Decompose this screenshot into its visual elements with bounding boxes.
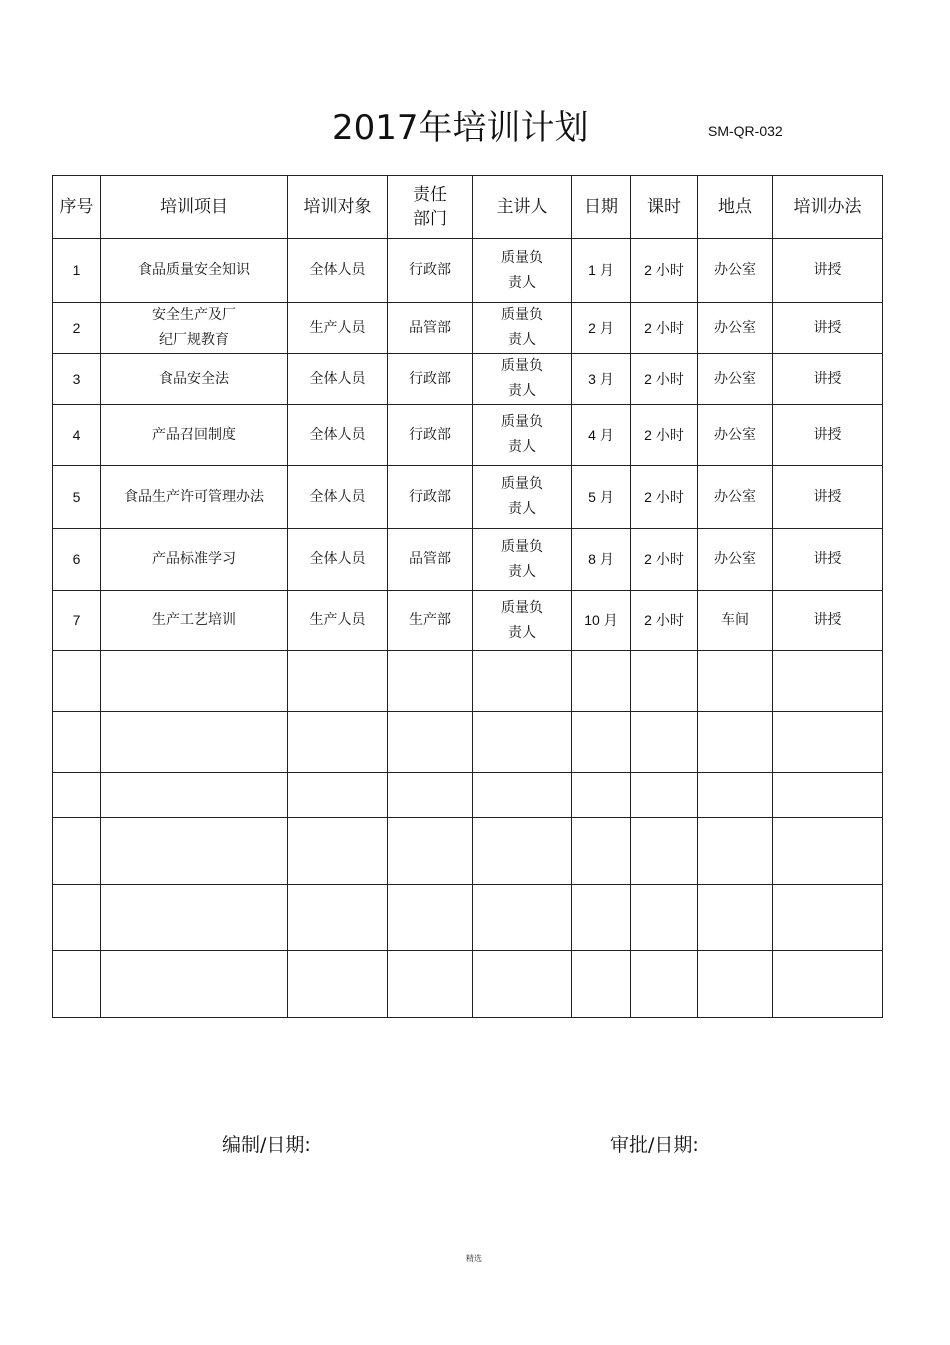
empty-cell bbox=[631, 651, 698, 712]
row-hours: 2 小时 bbox=[631, 405, 698, 466]
row-index: 7 bbox=[53, 591, 101, 651]
empty-cell bbox=[53, 951, 101, 1018]
empty-cell bbox=[101, 651, 288, 712]
table-row bbox=[53, 591, 883, 651]
row-location: 办公室 bbox=[698, 354, 773, 405]
table-row bbox=[53, 239, 883, 303]
page-mark: 精选 bbox=[466, 1254, 482, 1263]
empty-cell bbox=[288, 885, 388, 951]
table-row bbox=[53, 529, 883, 591]
empty-cell bbox=[631, 773, 698, 818]
table-row bbox=[53, 303, 883, 354]
row-location: 办公室 bbox=[698, 239, 773, 303]
empty-cell bbox=[288, 951, 388, 1018]
empty-cell bbox=[572, 773, 631, 818]
approved-by-date-label: 审批/日期: bbox=[610, 1134, 699, 1156]
empty-cell bbox=[773, 773, 883, 818]
empty-cell bbox=[288, 773, 388, 818]
row-audience: 全体人员 bbox=[288, 354, 388, 405]
header-training-item: 培训项目 bbox=[101, 176, 288, 239]
row-speaker: 质量负责人 bbox=[473, 239, 572, 303]
empty-cell bbox=[101, 885, 288, 951]
row-training-item: 生产工艺培训 bbox=[101, 591, 288, 651]
row-location: 办公室 bbox=[698, 529, 773, 591]
row-audience: 生产人员 bbox=[288, 591, 388, 651]
row-index: 3 bbox=[53, 354, 101, 405]
row-location: 办公室 bbox=[698, 405, 773, 466]
row-method: 讲授 bbox=[773, 354, 883, 405]
empty-cell bbox=[473, 818, 572, 885]
header-location: 地点 bbox=[698, 176, 773, 239]
empty-cell bbox=[572, 818, 631, 885]
row-method: 讲授 bbox=[773, 303, 883, 354]
header-index: 序号 bbox=[53, 176, 101, 239]
row-hours: 2 小时 bbox=[631, 591, 698, 651]
row-audience: 全体人员 bbox=[288, 529, 388, 591]
header-audience: 培训对象 bbox=[288, 176, 388, 239]
header-speaker: 主讲人 bbox=[473, 176, 572, 239]
empty-cell bbox=[773, 951, 883, 1018]
row-location: 办公室 bbox=[698, 466, 773, 529]
row-audience: 全体人员 bbox=[288, 239, 388, 303]
empty-cell bbox=[53, 773, 101, 818]
empty-cell bbox=[572, 885, 631, 951]
empty-cell bbox=[388, 885, 473, 951]
row-speaker: 质量负责人 bbox=[473, 466, 572, 529]
empty-cell bbox=[631, 951, 698, 1018]
row-training-item: 产品召回制度 bbox=[101, 405, 288, 466]
empty-row bbox=[53, 651, 883, 712]
row-method: 讲授 bbox=[773, 529, 883, 591]
empty-cell bbox=[388, 773, 473, 818]
empty-cell bbox=[101, 773, 288, 818]
row-department: 品管部 bbox=[388, 303, 473, 354]
empty-cell bbox=[473, 773, 572, 818]
row-method: 讲授 bbox=[773, 591, 883, 651]
page-title: 2017年培训计划 bbox=[332, 108, 589, 148]
row-date: 10 月 bbox=[572, 591, 631, 651]
empty-cell bbox=[288, 651, 388, 712]
row-date: 4 月 bbox=[572, 405, 631, 466]
empty-cell bbox=[698, 712, 773, 773]
row-training-item: 食品生产许可管理办法 bbox=[101, 466, 288, 529]
empty-cell bbox=[473, 651, 572, 712]
row-speaker: 质量负责人 bbox=[473, 529, 572, 591]
empty-cell bbox=[572, 651, 631, 712]
empty-cell bbox=[773, 885, 883, 951]
row-speaker: 质量负责人 bbox=[473, 591, 572, 651]
empty-cell bbox=[631, 818, 698, 885]
table-row bbox=[53, 354, 883, 405]
empty-cell bbox=[698, 773, 773, 818]
empty-cell bbox=[388, 951, 473, 1018]
empty-cell bbox=[773, 712, 883, 773]
row-department: 行政部 bbox=[388, 239, 473, 303]
empty-cell bbox=[101, 818, 288, 885]
row-speaker: 质量负责人 bbox=[473, 354, 572, 405]
table-row bbox=[53, 405, 883, 466]
row-speaker: 质量负责人 bbox=[473, 405, 572, 466]
row-date: 5 月 bbox=[572, 466, 631, 529]
row-audience: 生产人员 bbox=[288, 303, 388, 354]
empty-cell bbox=[388, 651, 473, 712]
empty-cell bbox=[473, 951, 572, 1018]
empty-cell bbox=[388, 712, 473, 773]
empty-row bbox=[53, 712, 883, 773]
training-plan-table bbox=[52, 175, 883, 1018]
row-index: 5 bbox=[53, 466, 101, 529]
empty-cell bbox=[698, 885, 773, 951]
empty-cell bbox=[473, 885, 572, 951]
row-department: 行政部 bbox=[388, 354, 473, 405]
empty-cell bbox=[101, 951, 288, 1018]
row-training-item: 安全生产及厂纪厂规教育 bbox=[101, 303, 288, 354]
row-department: 行政部 bbox=[388, 405, 473, 466]
table-row bbox=[53, 466, 883, 529]
row-hours: 2 小时 bbox=[631, 529, 698, 591]
row-hours: 2 小时 bbox=[631, 466, 698, 529]
row-location: 车间 bbox=[698, 591, 773, 651]
empty-cell bbox=[572, 951, 631, 1018]
header-department: 责任部门 bbox=[388, 176, 473, 239]
table-header-row bbox=[53, 176, 883, 239]
row-training-item: 产品标准学习 bbox=[101, 529, 288, 591]
row-method: 讲授 bbox=[773, 239, 883, 303]
empty-cell bbox=[631, 885, 698, 951]
empty-row bbox=[53, 885, 883, 951]
empty-cell bbox=[773, 651, 883, 712]
empty-cell bbox=[101, 712, 288, 773]
empty-cell bbox=[53, 712, 101, 773]
empty-cell bbox=[698, 951, 773, 1018]
empty-cell bbox=[773, 818, 883, 885]
empty-row bbox=[53, 818, 883, 885]
header-date: 日期 bbox=[572, 176, 631, 239]
row-index: 2 bbox=[53, 303, 101, 354]
empty-cell bbox=[288, 712, 388, 773]
row-date: 3 月 bbox=[572, 354, 631, 405]
empty-cell bbox=[631, 712, 698, 773]
row-index: 6 bbox=[53, 529, 101, 591]
row-index: 4 bbox=[53, 405, 101, 466]
empty-cell bbox=[53, 885, 101, 951]
empty-cell bbox=[53, 818, 101, 885]
header-hours: 课时 bbox=[631, 176, 698, 239]
row-department: 品管部 bbox=[388, 529, 473, 591]
empty-cell bbox=[698, 651, 773, 712]
row-training-item: 食品质量安全知识 bbox=[101, 239, 288, 303]
row-department: 行政部 bbox=[388, 466, 473, 529]
empty-row bbox=[53, 951, 883, 1018]
compiled-by-date-label: 编制/日期: bbox=[222, 1134, 311, 1156]
row-hours: 2 小时 bbox=[631, 239, 698, 303]
row-training-item: 食品安全法 bbox=[101, 354, 288, 405]
header-method: 培训办法 bbox=[773, 176, 883, 239]
row-hours: 2 小时 bbox=[631, 303, 698, 354]
empty-cell bbox=[53, 651, 101, 712]
document-code: SM-QR-032 bbox=[708, 123, 783, 139]
empty-cell bbox=[572, 712, 631, 773]
row-method: 讲授 bbox=[773, 466, 883, 529]
row-hours: 2 小时 bbox=[631, 354, 698, 405]
row-index: 1 bbox=[53, 239, 101, 303]
row-audience: 全体人员 bbox=[288, 466, 388, 529]
empty-cell bbox=[388, 818, 473, 885]
row-date: 8 月 bbox=[572, 529, 631, 591]
row-date: 1 月 bbox=[572, 239, 631, 303]
row-audience: 全体人员 bbox=[288, 405, 388, 466]
row-method: 讲授 bbox=[773, 405, 883, 466]
empty-row bbox=[53, 773, 883, 818]
row-speaker: 质量负责人 bbox=[473, 303, 572, 354]
row-date: 2 月 bbox=[572, 303, 631, 354]
row-location: 办公室 bbox=[698, 303, 773, 354]
empty-cell bbox=[698, 818, 773, 885]
empty-cell bbox=[473, 712, 572, 773]
row-department: 生产部 bbox=[388, 591, 473, 651]
empty-cell bbox=[288, 818, 388, 885]
